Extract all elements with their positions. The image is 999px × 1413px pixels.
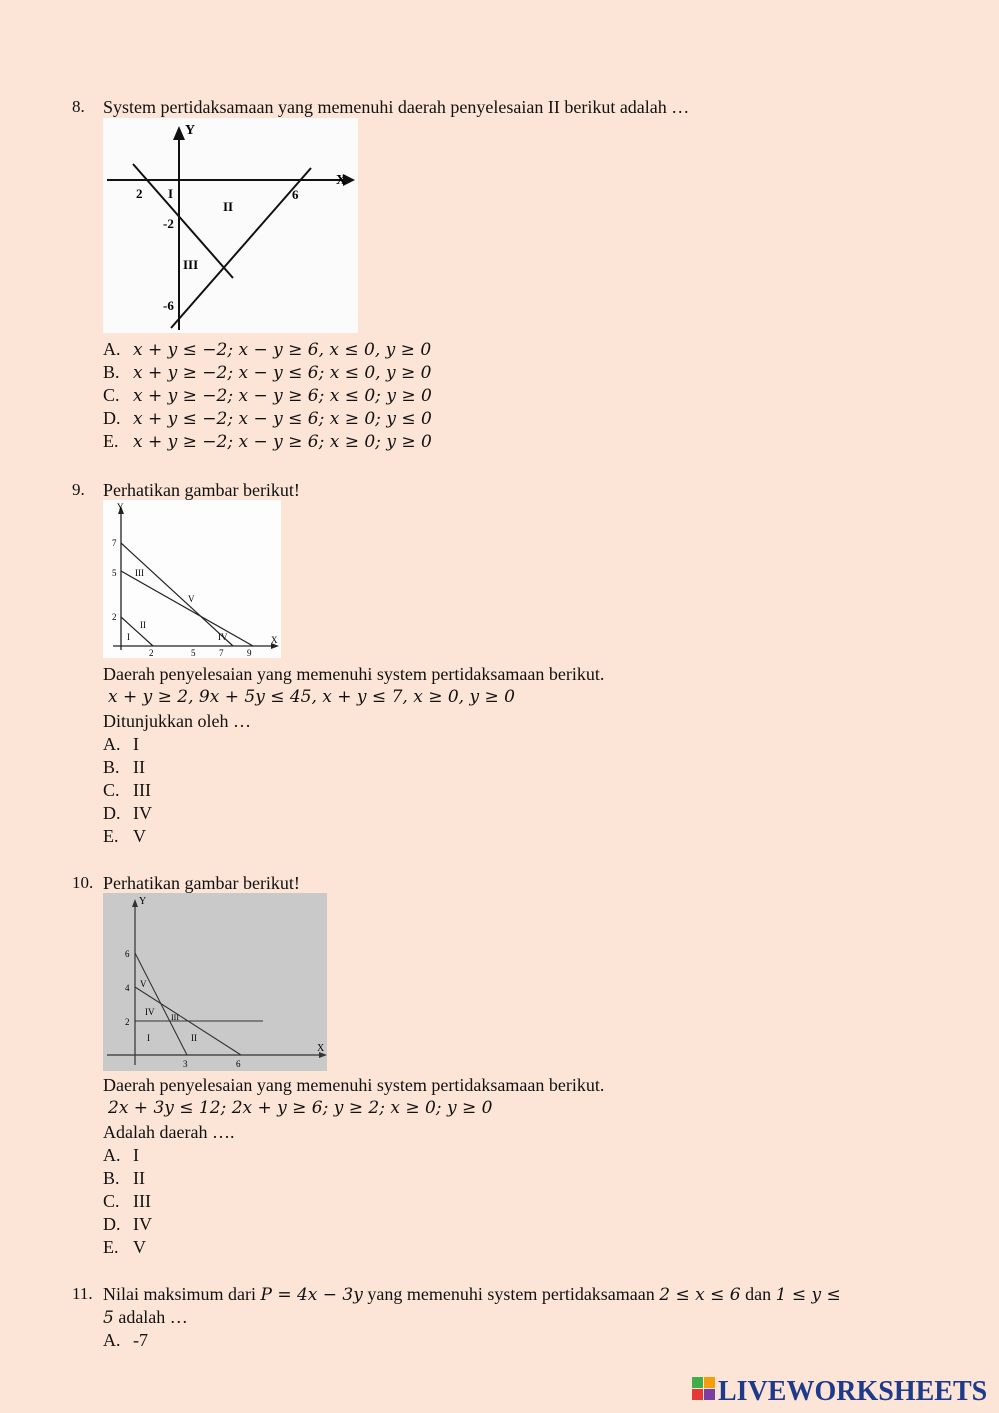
region-IV: IV: [145, 1007, 155, 1017]
option-E[interactable]: E. x + y ≥ −2; x − y ≥ 6; x ≥ 0; y ≥ 0: [103, 431, 432, 452]
region-I: I: [127, 632, 130, 642]
prompt: Adalah daerah ….: [103, 1122, 235, 1142]
question-text: Perhatikan gambar berikut!: [103, 480, 300, 500]
region-II: II: [140, 620, 146, 630]
axis-y-label: Y: [139, 896, 147, 907]
system-of-inequalities: x + y ≥ 2, 9x + 5y ≤ 45, x + y ≤ 7, x ≥ 0, y ≥ 0: [108, 687, 515, 707]
option-B[interactable]: B. x + y ≥ −2; x − y ≤ 6; x ≤ 0, y ≥ 0: [103, 362, 432, 383]
liveworksheets-logo: [690, 1372, 990, 1406]
question-number: 11.: [72, 1284, 93, 1303]
region-V: V: [140, 979, 147, 989]
region-III: III: [135, 568, 144, 578]
tick-y4: 4: [125, 983, 130, 993]
option-C[interactable]: C. x + y ≥ −2; x − y ≥ 6; x ≤ 0; y ≥ 0: [103, 385, 432, 406]
caption: Daerah penyelesaian yang memenuhi system pertidaksamaan berikut.: [103, 664, 605, 684]
axis-y-label: Y: [117, 502, 124, 512]
q10-graph: [103, 893, 327, 1071]
axis-x-label: X: [317, 1043, 325, 1054]
option-D[interactable]: D. x + y ≤ −2; x − y ≤ 6; x ≥ 0; y ≤ 0: [103, 408, 432, 429]
region-II: II: [223, 199, 234, 214]
question-text: Perhatikan gambar berikut!: [103, 873, 300, 893]
axis-y-label: Y: [185, 123, 196, 138]
region-V: V: [188, 594, 195, 604]
tick-y2: 2: [125, 1017, 130, 1027]
tick-neg2: -2: [163, 216, 174, 231]
system-of-inequalities: 2x + 3y ≤ 12; 2x + y ≥ 6; y ≥ 2; x ≥ 0; y ≥ 0: [108, 1098, 493, 1118]
question-text: System pertidaksamaan yang memenuhi daerah penyelesaian II berikut adalah …: [103, 97, 690, 117]
tick-6: 6: [292, 187, 299, 202]
option-A[interactable]: A. I: [103, 734, 139, 754]
option-C[interactable]: C. III: [103, 780, 151, 800]
q8-graph: [103, 118, 358, 333]
tick-y7: 7: [112, 538, 117, 548]
option-A[interactable]: A. I: [103, 1145, 139, 1165]
option-A[interactable]: A. -7: [103, 1330, 148, 1350]
region-I: I: [147, 1033, 150, 1043]
logo-text: LIVEWORKSHEETS: [718, 1376, 988, 1406]
region-IV: IV: [218, 632, 228, 642]
region-II: II: [191, 1033, 197, 1043]
q9-graph: [103, 500, 281, 658]
tick-x3: 3: [183, 1059, 188, 1069]
tick-x5: 5: [191, 648, 196, 658]
option-B[interactable]: B. II: [103, 757, 145, 777]
region-III: III: [183, 257, 199, 272]
tick-y6: 6: [125, 949, 130, 959]
region-I: I: [168, 186, 174, 201]
tick-x2: 2: [149, 648, 154, 658]
question-number: 9.: [72, 480, 85, 499]
tick-y5: 5: [112, 568, 117, 578]
option-C[interactable]: C. III: [103, 1191, 151, 1211]
caption: Daerah penyelesaian yang memenuhi system pertidaksamaan berikut.: [103, 1075, 605, 1095]
question-text: Nilai maksimum dari P = 4x − 3y yang memenuhi system pertidaksamaan 2 ≤ x ≤ 6 dan 1 ≤ y ≤: [103, 1284, 841, 1305]
question-number: 8.: [72, 97, 85, 116]
option-A[interactable]: A. x + y ≤ −2; x − y ≥ 6, x ≤ 0, y ≥ 0: [103, 339, 432, 360]
axis-x-label: X: [271, 635, 278, 645]
option-D[interactable]: D. IV: [103, 1214, 152, 1234]
tick-y2: 2: [112, 612, 117, 622]
option-E[interactable]: E. V: [103, 826, 146, 846]
option-D[interactable]: D. IV: [103, 803, 152, 823]
axis-x-label: X: [336, 173, 347, 188]
prompt: Ditunjukkan oleh …: [103, 711, 251, 731]
tick-x9: 9: [247, 648, 252, 658]
question-number: 10.: [72, 873, 94, 892]
option-B[interactable]: B. II: [103, 1168, 145, 1188]
tick-x6: 6: [236, 1059, 241, 1069]
tick-2: 2: [136, 186, 143, 201]
region-III: III: [171, 1013, 179, 1022]
tick-neg6: -6: [163, 298, 174, 313]
option-E[interactable]: E. V: [103, 1237, 146, 1257]
tick-x7: 7: [219, 648, 224, 658]
question-text-cont: 5 adalah …: [103, 1307, 188, 1328]
